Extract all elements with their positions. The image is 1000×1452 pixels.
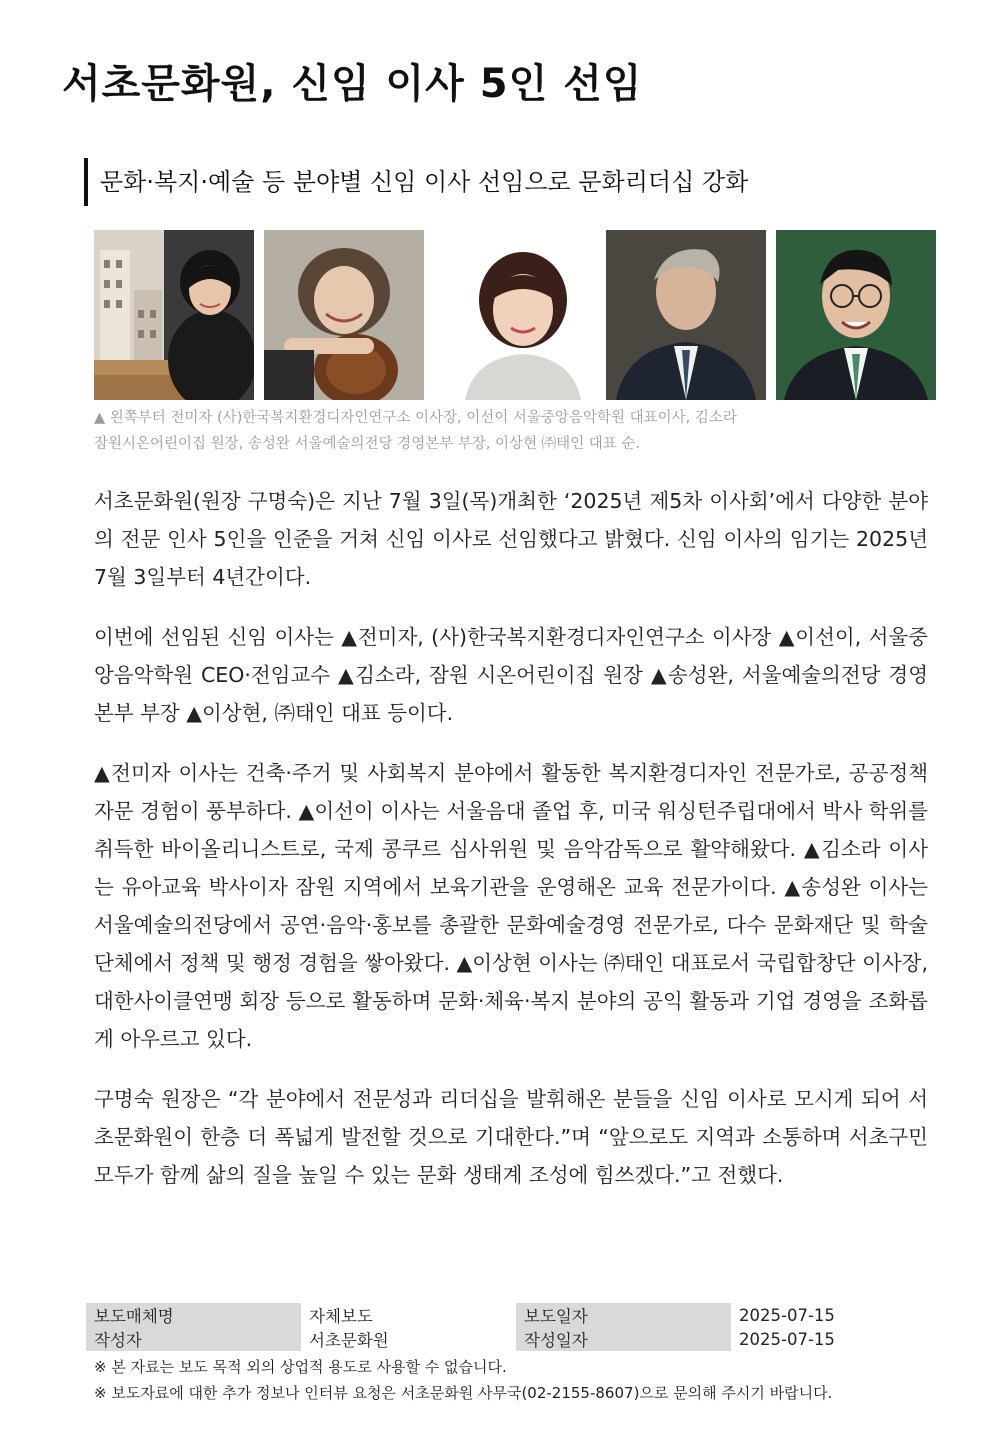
- media-label: 보도매체명: [86, 1303, 301, 1327]
- author-value: 서초문화원: [309, 1331, 389, 1350]
- footnotes: [94, 1354, 954, 1406]
- author-label: 작성자: [86, 1327, 301, 1351]
- caption-line-1: ▲ 왼쪽부터 전미자 (사)한국복지환경디자인연구소 이사장, 이선이 서울중앙음악학원 대표이사, 김소라: [94, 410, 737, 426]
- photo-jeon-mija: [94, 230, 254, 400]
- report-date-value: 2025-07-15: [739, 1305, 835, 1325]
- photo-song-seongwan: [606, 230, 766, 400]
- photo-strip: [94, 230, 938, 402]
- footnote-2: ※ 보도자료에 대한 추가 정보나 인터뷰 요청은 서초문화원 사무국(02-2155-8607)으로 문의해 주시기 바랍니다.: [94, 1384, 833, 1402]
- photo-caption: [94, 405, 944, 457]
- media-value: 자체보도: [309, 1307, 373, 1326]
- photo-lee-sanghyeon: [776, 230, 936, 400]
- portrait-image: [606, 230, 766, 400]
- article-body: [94, 482, 928, 1194]
- caption-line-2: 잠원시온어린이집 원장, 송성완 서울예술의전당 경영본부 부장, 이상현 ㈜태인 대표 순.: [94, 436, 641, 452]
- table-row: [86, 1303, 946, 1327]
- portrait-image: [94, 230, 254, 400]
- paragraph-4: 구명숙 원장은 “각 분야에서 전문성과 리더십을 발휘해온 분들을 신임 이사로 모시게 되어 서초문화원이 한층 더 폭넓게 발전할 것으로 기대한다.”며 “앞으로도 지역과 소통하며 서초구민 모두가 함께 삶의 질을 높일 수 있는 문화 생태계 조성에 힘쓰겠다.”고 전했다.: [94, 1087, 928, 1187]
- portrait-image: [776, 230, 936, 400]
- paragraph-1: 서초문화원(원장 구명숙)은 지난 7월 3일(목)개최한 ‘2025년 제5차 이사회’에서 다양한 분야의 전문 인사 5인을 인준을 거쳐 신임 이사로 선임했다고 밝혔다. 신임 이사의 임기는 2025년 7월 3일부터 4년간이다.: [94, 489, 928, 589]
- paragraph-2: 이번에 선임된 신임 이사는 ▲전미자, (사)한국복지환경디자인연구소 이사장 ▲이선이, 서울중앙음악학원 CEO·전임교수 ▲김소라, 잠원 시온어린이집 원장 ▲송성완, 서울예술의전당 경영본부 부장 ▲이상현, ㈜태인 대표 등이다.: [94, 625, 928, 725]
- report-date-label: 보도일자: [516, 1303, 731, 1327]
- written-date-label: 작성일자: [516, 1327, 731, 1351]
- page-title: 서초문화원, 신임 이사 5인 선임: [62, 61, 643, 107]
- portrait-image: [264, 230, 424, 400]
- written-date-value: 2025-07-15: [739, 1329, 835, 1349]
- portrait-image: [443, 230, 603, 400]
- photo-kim-sora: [443, 230, 603, 400]
- press-info-table: [86, 1303, 946, 1351]
- table-row: [86, 1327, 946, 1351]
- subtitle: 문화·복지·예술 등 분야별 신임 이사 선임으로 문화리더십 강화: [84, 158, 944, 206]
- photo-lee-seoni: [264, 230, 424, 400]
- paragraph-3: ▲전미자 이사는 건축·주거 및 사회복지 분야에서 활동한 복지환경디자인 전문가로, 공공정책 자문 경험이 풍부하다. ▲이선이 이사는 서울음대 졸업 후, 미국 워싱턴주립대에서 박사 학위를 취득한 바이올리니스트로, 국제 콩쿠르 심사위원 및 음악감독으로 활약해왔다. ▲김소라 이사는 유아교육 박사이자 잠원 지역에서 보육기관을 운영해온 교육 전문가이다. ▲송성완 이사는 서울예술의전당에서 공연·음악·홍보를 총괄한 문화예술경영 전문가로, 다수 문화재단 및 학술단체에서 정책 및 행정 경험을 쌓아왔다. ▲이상현 이사는 ㈜태인 대표로서 국립합창단 이사장, 대한사이클연맹 회장 등으로 활동하며 문화·체육·복지 분야의 공익 활동과 기업 경영을 조화롭게 아우르고 있다.: [94, 761, 928, 1051]
- footnote-1: ※ 본 자료는 보도 목적 외의 상업적 용도로 사용할 수 없습니다.: [94, 1358, 507, 1376]
